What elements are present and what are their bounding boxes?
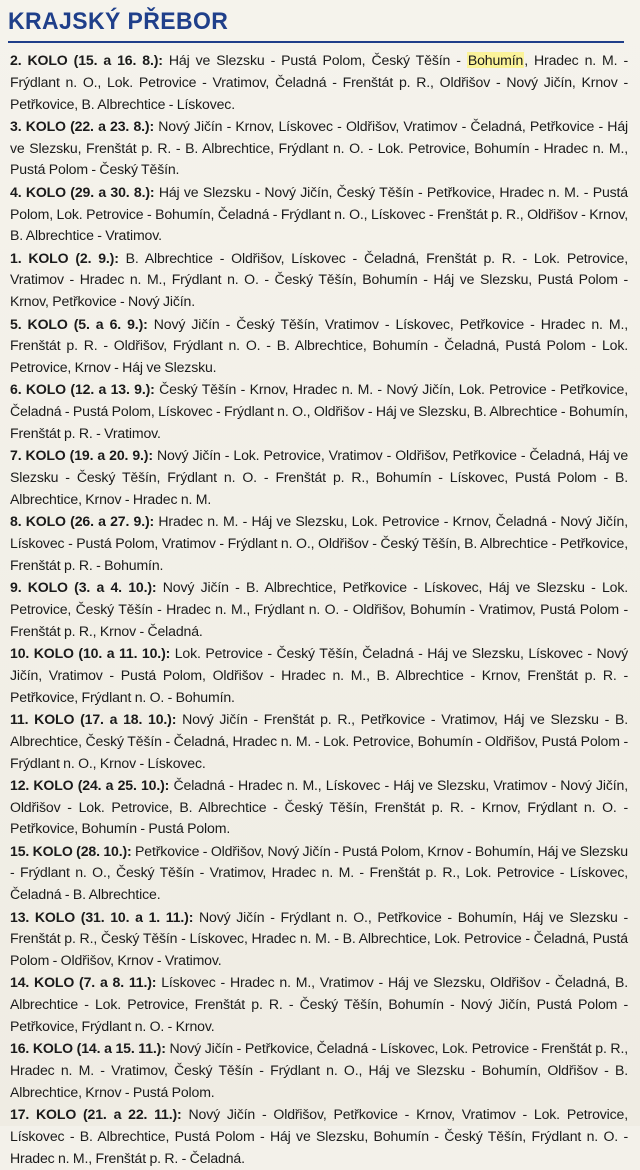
round-17 bbox=[10, 1104, 628, 1169]
round-label: 13. KOLO (31. 10. a 1. 11.): bbox=[10, 908, 194, 925]
round-fixtures: Český Těšín - Krnov, Hradec n. M. - Nový Jičín, Lok. Petrovice - Petřkovice, Čeladná - Pustá Polom, Lískovec - Frýdlant n. O., Oldřišov - Háj ve Slezsku, B. Albrechtice - Bohumín, Frenštát p. R. - Vratimov. bbox=[10, 381, 628, 442]
round-11 bbox=[10, 709, 628, 774]
round-fixtures: Lok. Petrovice - Český Těšín, Čeladná - Háj ve Slezsku, Lískovec - Nový Jičín, Vratimov - Pustá Polom, Oldřišov - Hradec n. M., B. Albrechtice - Krnov, Frenštát p. R. - Petřkovice, Frýdlant n. O. - Bohumín. bbox=[10, 645, 628, 705]
round-label: 4. KOLO (29. a 30. 8.): bbox=[10, 183, 155, 200]
round-fixtures: Hradec n. M. - Háj ve Slezsku, Lok. Petrovice - Krnov, Čeladná - Nový Jičín, Lískovec - Pustá Polom, Vratimov - Frýdlant n. O., Oldřišov - Český Těšín, B. Albrechtice - Petřkovice, Frenštát p. R. - Bohumín. bbox=[10, 513, 628, 573]
round-15 bbox=[10, 841, 628, 906]
round-14 bbox=[10, 972, 628, 1037]
round-fixtures: Nový Jičín - Frýdlant n. O., Petřkovice - Bohumín, Háj ve Slezsku - Frenštát p. R., Český Těšín - Lískovec, Hradec n. M. - B. Albrechtice, Lok. Petrovice - Čeladná, Pustá Polom - Oldřišov, Krnov - Vratimov. bbox=[10, 908, 628, 969]
round-1 bbox=[10, 248, 628, 313]
round-fixtures: Nový Jičín - Frenštát p. R., Petřkovice - Vratimov, Háj ve Slezsku - B. Albrechtice, Český Těšín - Čeladná, Hradec n. M. - Lok. Petrovice, Bohumín - Oldřišov, Pustá Polom - Frýdlant n. O., Krnov - Lískovec. bbox=[10, 710, 628, 771]
round-label: 12. KOLO (24. a 25. 10.): bbox=[10, 776, 170, 793]
round-fixtures: Lískovec - Hradec n. M., Vratimov - Háj ve Slezsku, Oldřišov - Čeladná, B. Albrechtice - Lok. Petrovice, Frenštát p. R. - Český Těšín, Bohumín - Nový Jičín, Pustá Polom - Petřkovice, Frýdlant n. O. - Krnov. bbox=[10, 974, 628, 1035]
round-fixtures: B. Albrechtice - Oldřišov, Lískovec - Čeladná, Frenštát p. R. - Lok. Petrovice, Vratimov - Hradec n. M., Frýdlant n. O. - Český Těšín, Bohumín - Háj ve Slezsku, Pustá Polom - Krnov, Petřkovice - Nový Jičín. bbox=[10, 249, 628, 310]
round-9 bbox=[10, 577, 628, 642]
round-fixtures: Háj ve Slezsku - Nový Jičín, Český Těšín - Petřkovice, Hradec n. M. - Pustá Polom, Lok. Petrovice - Bohumín, Čeladná - Frýdlant n. O., Lískovec - Frenštát p. R., Oldřišov - Krnov, B. Albrechtice - Vratimov. bbox=[10, 183, 628, 244]
round-label: 2. KOLO (15. a 16. 8.): bbox=[10, 52, 163, 68]
round-label: 10. KOLO (10. a 11. 10.): bbox=[10, 645, 171, 662]
round-7 bbox=[10, 445, 628, 510]
round-12 bbox=[10, 775, 628, 840]
round-label: 7. KOLO (19. a 20. 9.): bbox=[10, 447, 153, 464]
round-label: 17. KOLO (21. a 22. 11.): bbox=[10, 1106, 182, 1123]
round-label: 1. KOLO (2. 9.): bbox=[10, 249, 119, 266]
round-label: 8. KOLO (26. a 27. 9.): bbox=[10, 513, 155, 530]
round-fixtures: Nový Jičín - B. Albrechtice, Petřkovice - Lískovec, Háj ve Slezsku - Lok. Petrovice, Český Těšín - Hradec n. M., Frýdlant n. O. - Oldřišov, Bohumín - Vratimov, Pustá Polom - Frenštát p. R., Krnov - Čeladná. bbox=[10, 579, 628, 639]
round-3 bbox=[10, 116, 628, 181]
round-8 bbox=[10, 511, 628, 576]
round-label: 6. KOLO (12. a 13. 9.): bbox=[10, 381, 155, 398]
round-fixtures: Háj ve Slezsku - Pustá Polom, Český Těšín - bbox=[162, 52, 467, 68]
round-13 bbox=[10, 907, 628, 972]
round-fixtures: Nový Jičín - Krnov, Lískovec - Oldřišov, Vratimov - Čeladná, Petřkovice - Háj ve Slezsku, Frenštát p. R. - B. Albrechtice, Frýdlant n. O. - Lok. Petrovice, Bohumín - Hradec n. M., Pustá Polom - Český Těšín. bbox=[10, 117, 628, 178]
round-fixtures: Petřkovice - Oldřišov, Nový Jičín - Pustá Polom, Krnov - Bohumín, Háj ve Slezsku - Frýdlant n. O., Český Těšín - Vratimov, Hradec n. M. - Frenštát p. R., Lok. Petrovice - Lískovec, Čeladná - B. Albrechtice. bbox=[10, 842, 628, 903]
round-label: 5. KOLO (5. a 6. 9.): bbox=[10, 315, 148, 332]
round-label: 16. KOLO (14. a 15. 11.): bbox=[10, 1040, 166, 1057]
round-label: 15. KOLO (28. 10.): bbox=[10, 842, 132, 859]
round-fixtures: Nový Jičín - Český Těšín, Vratimov - Lískovec, Petřkovice - Hradec n. M., Frenštát p. R. - Oldřišov, Frýdlant n. O. - B. Albrechtice, Bohumín - Čeladná, Pustá Polom - Lok. Petrovice, Krnov - Háj ve Slezsku. bbox=[10, 315, 629, 376]
round-16 bbox=[10, 1038, 628, 1103]
round-label: 3. KOLO (22. a 23. 8.): bbox=[10, 117, 154, 134]
round-fixtures: Čeladná - Hradec n. M., Lískovec - Háj ve Slezsku, Vratimov - Nový Jičín, Oldřišov - Lok. Petrovice, B. Albrechtice - Český Těšín, Frenštát p. R. - Krnov, Frýdlant n. O. - Petřkovice, Bohumín - Pustá Polom. bbox=[10, 776, 628, 837]
round-fixtures-rest: , Hradec n. M. - Frýdlant n. O., Lok. Petrovice - Vratimov, Čeladná - Frenštát p. R., Oldřišov - Nový Jičín, Krnov - Petřkovice, B. Albrechtice - Lískovec. bbox=[10, 52, 629, 112]
section-title: KRAJSKÝ PŘEBOR bbox=[8, 7, 229, 35]
round-4 bbox=[10, 182, 628, 247]
round-5 bbox=[10, 314, 628, 379]
round-fixtures: Nový Jičín - Petřkovice, Čeladná - Lískovec, Lok. Petrovice - Frenštát p. R., Hradec n. M. - Vratimov, Český Těšín - Frýdlant n. O., Háj ve Slezsku - Bohumín, Oldřišov - B. Albrechtice, Krnov - Pustá Polom. bbox=[10, 1040, 628, 1100]
highlighted-team: Bohumín bbox=[467, 52, 524, 68]
round-2 bbox=[10, 50, 628, 115]
round-label: 14. KOLO (7. a 8. 11.): bbox=[10, 974, 157, 991]
round-10 bbox=[10, 643, 628, 708]
round-label: 11. KOLO (17. a 18. 10.): bbox=[10, 710, 177, 727]
round-fixtures: Nový Jičín - Lok. Petrovice, Vratimov - Oldřišov, Petřkovice - Čeladná, Háj ve Slezsku - Český Těšín, Frýdlant n. O. - Frenštát p. R., Bohumín - Lískovec, Pustá Polom - B. Albrechtice, Krnov - Hradec n. M. bbox=[10, 447, 629, 507]
round-fixtures: Nový Jičín - Oldřišov, Petřkovice - Krnov, Vratimov - Lok. Petrovice, Lískovec - B. Albrechtice, Pustá Polom - Háj ve Slezsku, Bohumín - Český Těšín, Frýdlant n. O. - Hradec n. M., Frenštát p. R. - Čeladná. bbox=[10, 1106, 628, 1166]
title-underline bbox=[8, 41, 624, 43]
round-6 bbox=[10, 379, 628, 444]
fixture-list bbox=[10, 50, 628, 1170]
header bbox=[8, 6, 628, 43]
round-label: 9. KOLO (3. a 4. 10.): bbox=[10, 579, 157, 596]
